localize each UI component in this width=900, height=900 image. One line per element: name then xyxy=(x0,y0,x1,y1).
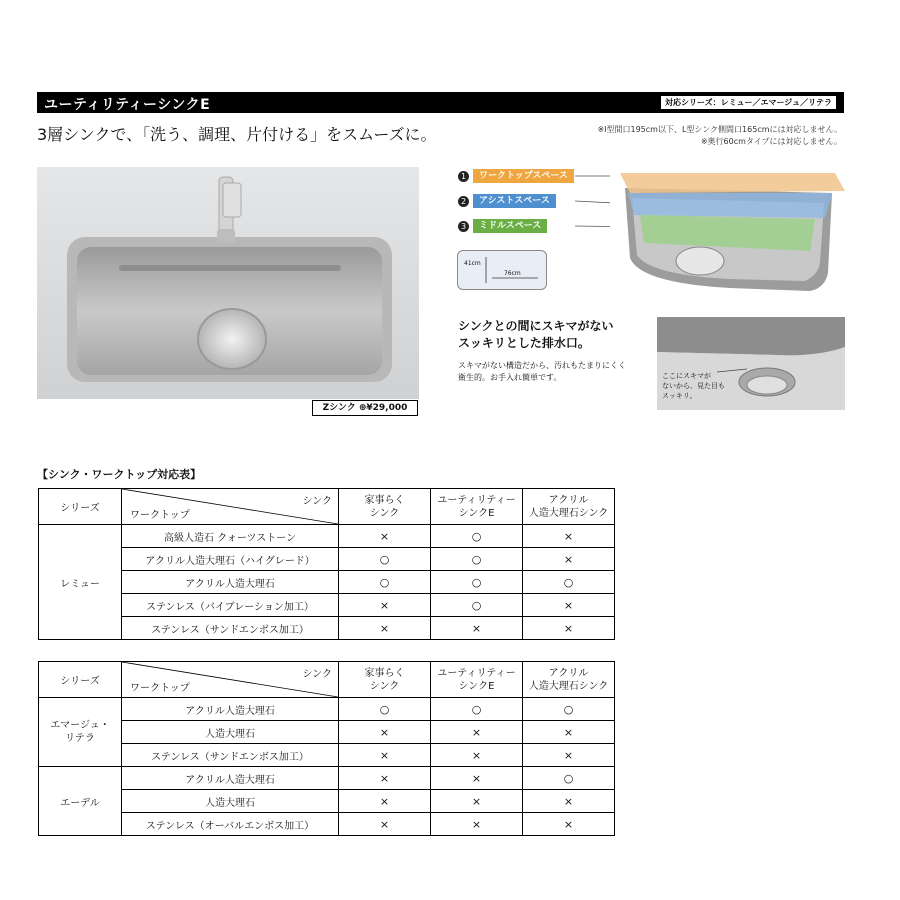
table-row xyxy=(39,548,615,571)
drain-heading-line1: シンクとの間にスキマがない xyxy=(458,319,614,333)
worktop-cell: アクリル人造大理石（ハイグレード） xyxy=(122,548,339,571)
mark-cell: × xyxy=(523,617,615,640)
series-header: シリーズ xyxy=(39,662,122,698)
diag-header xyxy=(122,489,339,525)
table-header-row xyxy=(39,662,615,698)
worktop-header: ワークトップ xyxy=(130,683,190,694)
compat-table-2 xyxy=(38,661,615,836)
table-row xyxy=(39,698,615,721)
mark-cell: × xyxy=(339,744,431,767)
space-label-worktop xyxy=(458,169,574,183)
col1-line2: シンク xyxy=(369,680,400,692)
table-row xyxy=(39,790,615,813)
depth-label: 41cm xyxy=(464,260,481,267)
mark-cell: × xyxy=(523,525,615,548)
mark-cell: ○ xyxy=(431,698,523,721)
worktop-cell: アクリル人造大理石 xyxy=(122,767,339,790)
table-row xyxy=(39,744,615,767)
worktop-cell: アクリル人造大理石 xyxy=(122,571,339,594)
table-row xyxy=(39,813,615,836)
mark-cell: × xyxy=(523,594,615,617)
subtitle: 3層シンクで、「洗う、調理、片付ける」をスムーズに。 xyxy=(37,125,437,144)
drain-body-line1: スキマがない構造だから、汚れもたまりにくく xyxy=(458,361,626,370)
note-1: ※I型間口195cm以下、L型シンク側間口165cmには対応しません。 xyxy=(597,125,842,134)
mark-cell: × xyxy=(431,617,523,640)
mark-cell: × xyxy=(339,767,431,790)
space-label-text: ミドルスペース xyxy=(473,219,547,233)
space-label-text: ワークトップスペース xyxy=(473,169,574,183)
price-tag: Zシンク ⊕¥29,000 xyxy=(312,400,418,416)
note-2: ※奥行60cmタイプには対応しません。 xyxy=(700,137,842,146)
sink-header: シンク xyxy=(302,496,332,507)
sink-header: シンク xyxy=(302,669,332,680)
col1-line2: シンク xyxy=(369,507,400,519)
mark-cell: × xyxy=(523,744,615,767)
number-2-icon: 2 xyxy=(458,196,469,207)
mark-cell: × xyxy=(523,790,615,813)
col1-line1: 家事らく xyxy=(364,494,405,506)
drain-body-line2: 衛生的。お手入れ簡単です。 xyxy=(458,373,562,382)
mark-cell: × xyxy=(431,813,523,836)
space-label-text: アシストスペース xyxy=(473,194,556,208)
mark-cell: ○ xyxy=(523,767,615,790)
table-row xyxy=(39,767,615,790)
mark-cell: × xyxy=(431,767,523,790)
col2-line2: シンクE xyxy=(458,680,495,692)
mark-cell: × xyxy=(339,813,431,836)
series-cell: レミュー xyxy=(39,525,122,640)
col3-line1: アクリル xyxy=(548,667,589,679)
col-acrylic xyxy=(523,489,615,525)
mark-cell: × xyxy=(431,744,523,767)
number-1-icon: 1 xyxy=(458,171,469,182)
sink-photo xyxy=(37,167,419,399)
width-label: 76cm xyxy=(504,270,521,277)
drain-heading-line2: スッキリとした排水口。 xyxy=(458,336,590,350)
worktop-cell: ステンレス（オーバルエンボス加工） xyxy=(122,813,339,836)
series-badge: 対応シリーズ：レミュー／エマージュ／リテラ xyxy=(661,96,836,109)
table-row xyxy=(39,617,615,640)
drain-callout-line2: ないから、見た目も xyxy=(662,382,725,390)
space-label-assist xyxy=(458,194,556,208)
diag-header xyxy=(122,662,339,698)
drain-callout xyxy=(662,371,725,401)
col-utility xyxy=(431,662,523,698)
mark-cell: × xyxy=(431,721,523,744)
mark-cell: ○ xyxy=(339,571,431,594)
mark-cell: ○ xyxy=(523,571,615,594)
worktop-cell: アクリル人造大理石 xyxy=(122,698,339,721)
mark-cell: × xyxy=(339,790,431,813)
col2-line1: ユーティリティー xyxy=(437,494,516,506)
drain-description xyxy=(458,360,626,384)
series-line2: リテラ xyxy=(65,733,95,744)
mark-cell: ○ xyxy=(523,698,615,721)
series-header: シリーズ xyxy=(39,489,122,525)
mark-cell: × xyxy=(431,790,523,813)
mark-cell: ○ xyxy=(431,571,523,594)
drain-heading xyxy=(458,318,613,352)
dimension-diagram xyxy=(457,250,547,290)
mark-cell: × xyxy=(523,548,615,571)
mark-cell: × xyxy=(339,525,431,548)
table-row xyxy=(39,525,615,548)
drain-callout-line3: スッキリ。 xyxy=(662,392,697,400)
col2-line2: シンクE xyxy=(458,507,495,519)
series-cell xyxy=(39,698,122,767)
mark-cell: × xyxy=(523,813,615,836)
col1-line1: 家事らく xyxy=(364,667,405,679)
table-row xyxy=(39,594,615,617)
worktop-cell: ステンレス（サンドエンボス加工） xyxy=(122,744,339,767)
number-3-icon: 3 xyxy=(458,221,469,232)
col3-line2: 人造大理石シンク xyxy=(528,680,609,692)
page-title: ユーティリティーシンクE xyxy=(44,97,211,113)
worktop-header: ワークトップ xyxy=(130,510,190,521)
mark-cell: ○ xyxy=(431,594,523,617)
mark-cell: ○ xyxy=(339,548,431,571)
worktop-cell: 高級人造石 クォーツストーン xyxy=(122,525,339,548)
series-line1: エマージュ・ xyxy=(50,720,110,731)
mark-cell: ○ xyxy=(431,525,523,548)
series-cell: エーデル xyxy=(39,767,122,836)
table-title: 【シンク・ワークトップ対応表】 xyxy=(37,468,202,481)
space-label-middle xyxy=(458,219,547,233)
mark-cell: ○ xyxy=(339,698,431,721)
col2-line1: ユーティリティー xyxy=(437,667,516,679)
worktop-cell: ステンレス（サンドエンボス加工） xyxy=(122,617,339,640)
col-kajiraku xyxy=(339,489,431,525)
mark-cell: × xyxy=(339,617,431,640)
worktop-cell: 人造大理石 xyxy=(122,790,339,813)
table-header-row xyxy=(39,489,615,525)
mark-cell: × xyxy=(523,721,615,744)
table-row xyxy=(39,721,615,744)
drain-callout-line1: ここにスキマが xyxy=(662,372,711,380)
worktop-cell: 人造大理石 xyxy=(122,721,339,744)
col3-line1: アクリル xyxy=(548,494,589,506)
col-utility xyxy=(431,489,523,525)
mark-cell: × xyxy=(339,594,431,617)
col-kajiraku xyxy=(339,662,431,698)
mark-cell: ○ xyxy=(431,548,523,571)
col3-line2: 人造大理石シンク xyxy=(528,507,609,519)
worktop-cell: ステンレス（バイブレーション加工） xyxy=(122,594,339,617)
table-row xyxy=(39,571,615,594)
col-acrylic xyxy=(523,662,615,698)
compat-table-1 xyxy=(38,488,615,640)
sink-layers-illustration xyxy=(610,163,846,300)
mark-cell: × xyxy=(339,721,431,744)
